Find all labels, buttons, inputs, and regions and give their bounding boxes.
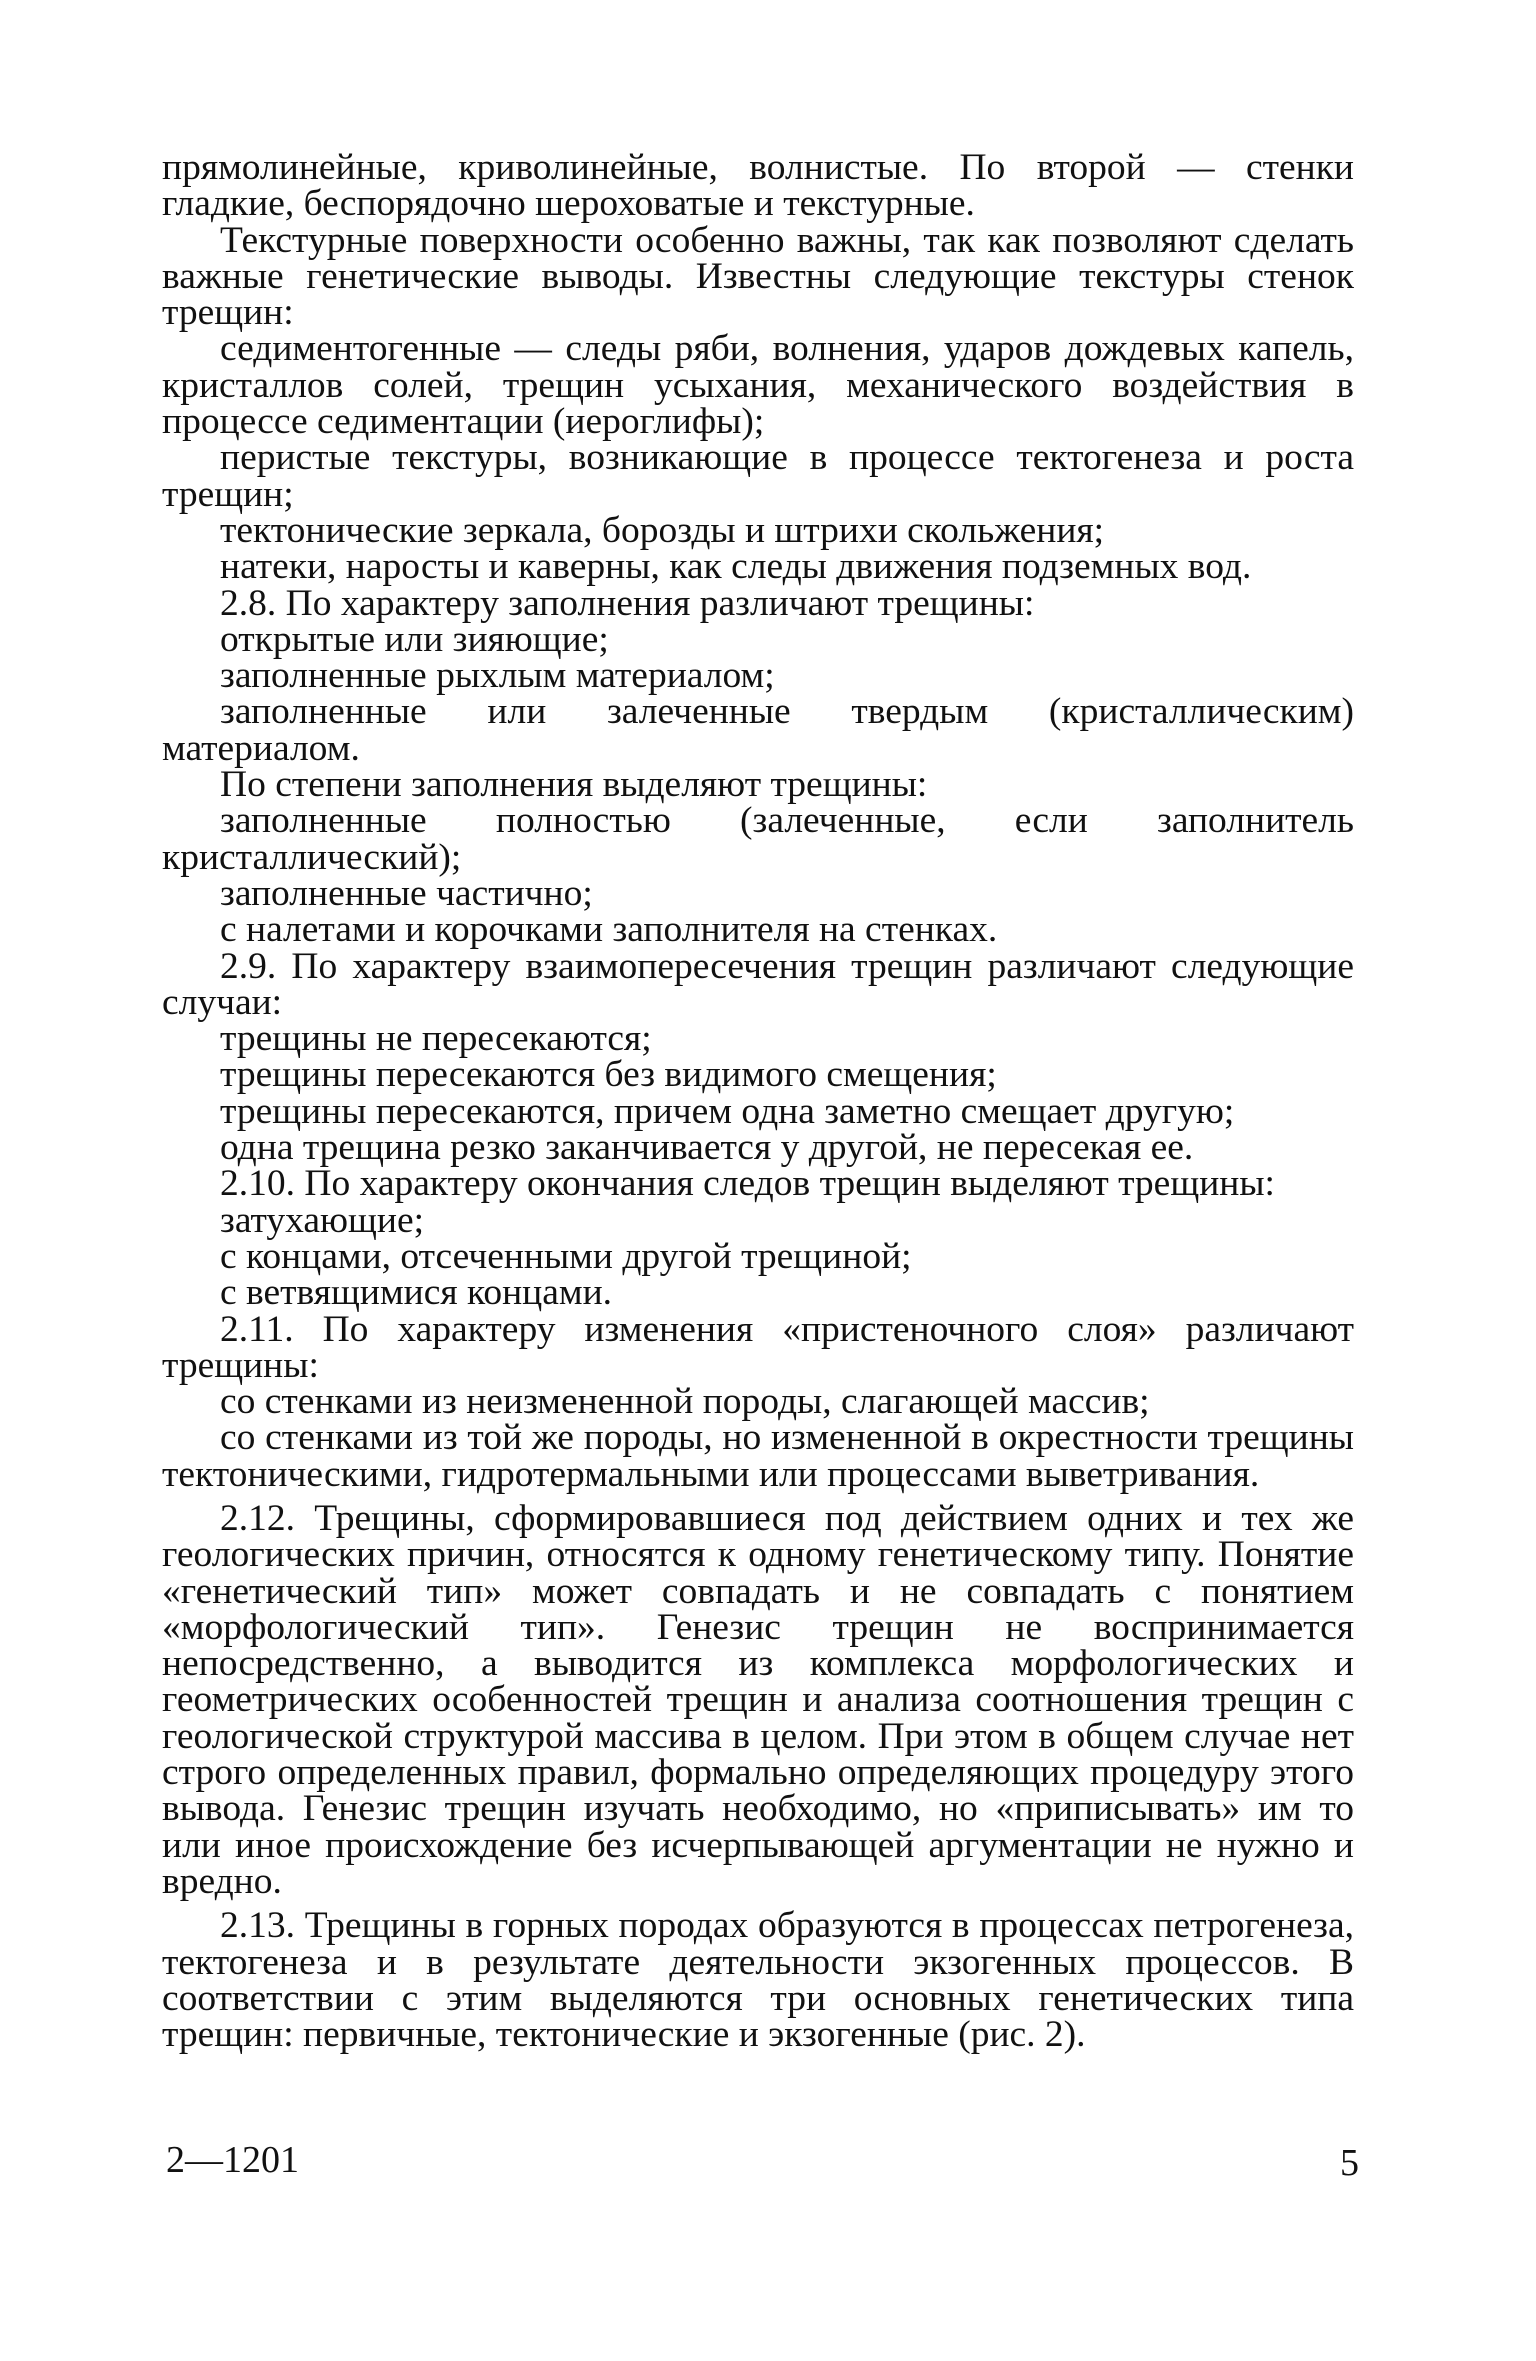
paragraph: По степени заполнения выделяют трещины: [220, 764, 928, 806]
paragraph: одна трещина резко заканчивается у другой, не пересекая ее. [220, 1127, 1194, 1169]
paragraph: 2.11. По характеру изменения «пристеночного слоя» различают трещины: [162, 1308, 1354, 1386]
paragraph: открытые или зияющие; [220, 618, 609, 660]
paragraph: со стенками из той же породы, но измененной в окрестности трещины тектоническими, гидротермальными или процессами выветривания. [162, 1417, 1354, 1495]
paragraph: заполненные или залеченные твердым (кристаллическим) материалом. [162, 691, 1354, 769]
paragraph: седиментогенные — следы ряби, волнения, ударов дождевых капель, кристаллов солей, трещин усыхания, механического воздействия в процессе седиментации (иероглифы); [162, 328, 1354, 443]
paragraph: с налетами и корочками заполнителя на стенках. [220, 909, 998, 951]
paragraph: 2.9. По характеру взаимопересечения трещин различают следующие случаи: [162, 945, 1354, 1023]
paragraph: 2.8. По характеру заполнения различают трещины: [220, 582, 1035, 624]
paragraph: перистые текстуры, возникающие в процессе тектогенеза и роста трещин; [162, 437, 1354, 515]
paragraph: затухающие; [220, 1199, 425, 1241]
paragraph: натеки, наросты и каверны, как следы движения подземных вод. [220, 546, 1252, 588]
printer-signature: 2—1201 [166, 2139, 299, 2181]
paragraph: трещины пересекаются без видимого смещения; [220, 1054, 997, 1096]
paragraph: заполненные частично; [220, 872, 593, 914]
paragraph: с концами, отсеченными другой трещиной; [220, 1235, 912, 1277]
paragraph: прямолинейные, криволинейные, волнистые. По второй — стенки гладкие, беспорядочно шероховатые и текстурные. [162, 147, 1354, 225]
paragraph: с ветвящимися концами. [220, 1272, 613, 1314]
paragraph: 2.12. Трещины, сформировавшиеся под действием одних и тех же геологических причин, относятся к одному генетическому типу. Понятие «генетический тип» может совпадать и не совпадать с понятием «морфологический тип». Генезис трещин не воспринимается непосредственно, а выводится из комплекса морфологических и геометрических особенностей трещин и анализа соотношения трещин с геологической структурой массива в целом. При этом в общем случае нет строго определенных правил, формально определяющих процедуру этого вывода. Генезис трещин изучать необходимо, но «приписывать» им то или иное происхождение без исчерпывающей аргументации не нужно и вредно. [162, 1497, 1354, 1902]
paragraph: со стенками из неизмененной породы, слагающей массив; [220, 1381, 1150, 1423]
paragraph: трещины пересекаются, причем одна заметно смещает другую; [220, 1090, 1235, 1132]
paragraph: заполненные полностью (залеченные, если заполнитель кристаллический); [162, 800, 1354, 878]
paragraph: 2.13. Трещины в горных породах образуются в процессах петрогенеза, тектогенеза и в результате деятельности экзогенных процессов. В соответствии с этим выделяются три основных генетических типа трещин: первичные, тектонические и экзогенные (рис. 2). [162, 1905, 1354, 2056]
paragraph: заполненные рыхлым материалом; [220, 655, 775, 697]
paragraph: тектонические зеркала, борозды и штрихи скольжения; [220, 509, 1105, 551]
paragraph: трещины не пересекаются; [220, 1018, 652, 1060]
page-number: 5 [1340, 2142, 1359, 2184]
paragraph: Текстурные поверхности особенно важны, так как позволяют сделать важные генетические выводы. Известны следующие текстуры стенок трещин: [162, 219, 1354, 334]
paragraph: 2.10. По характеру окончания следов трещин выделяют трещины: [220, 1163, 1275, 1205]
body-text [162, 147, 1354, 2056]
